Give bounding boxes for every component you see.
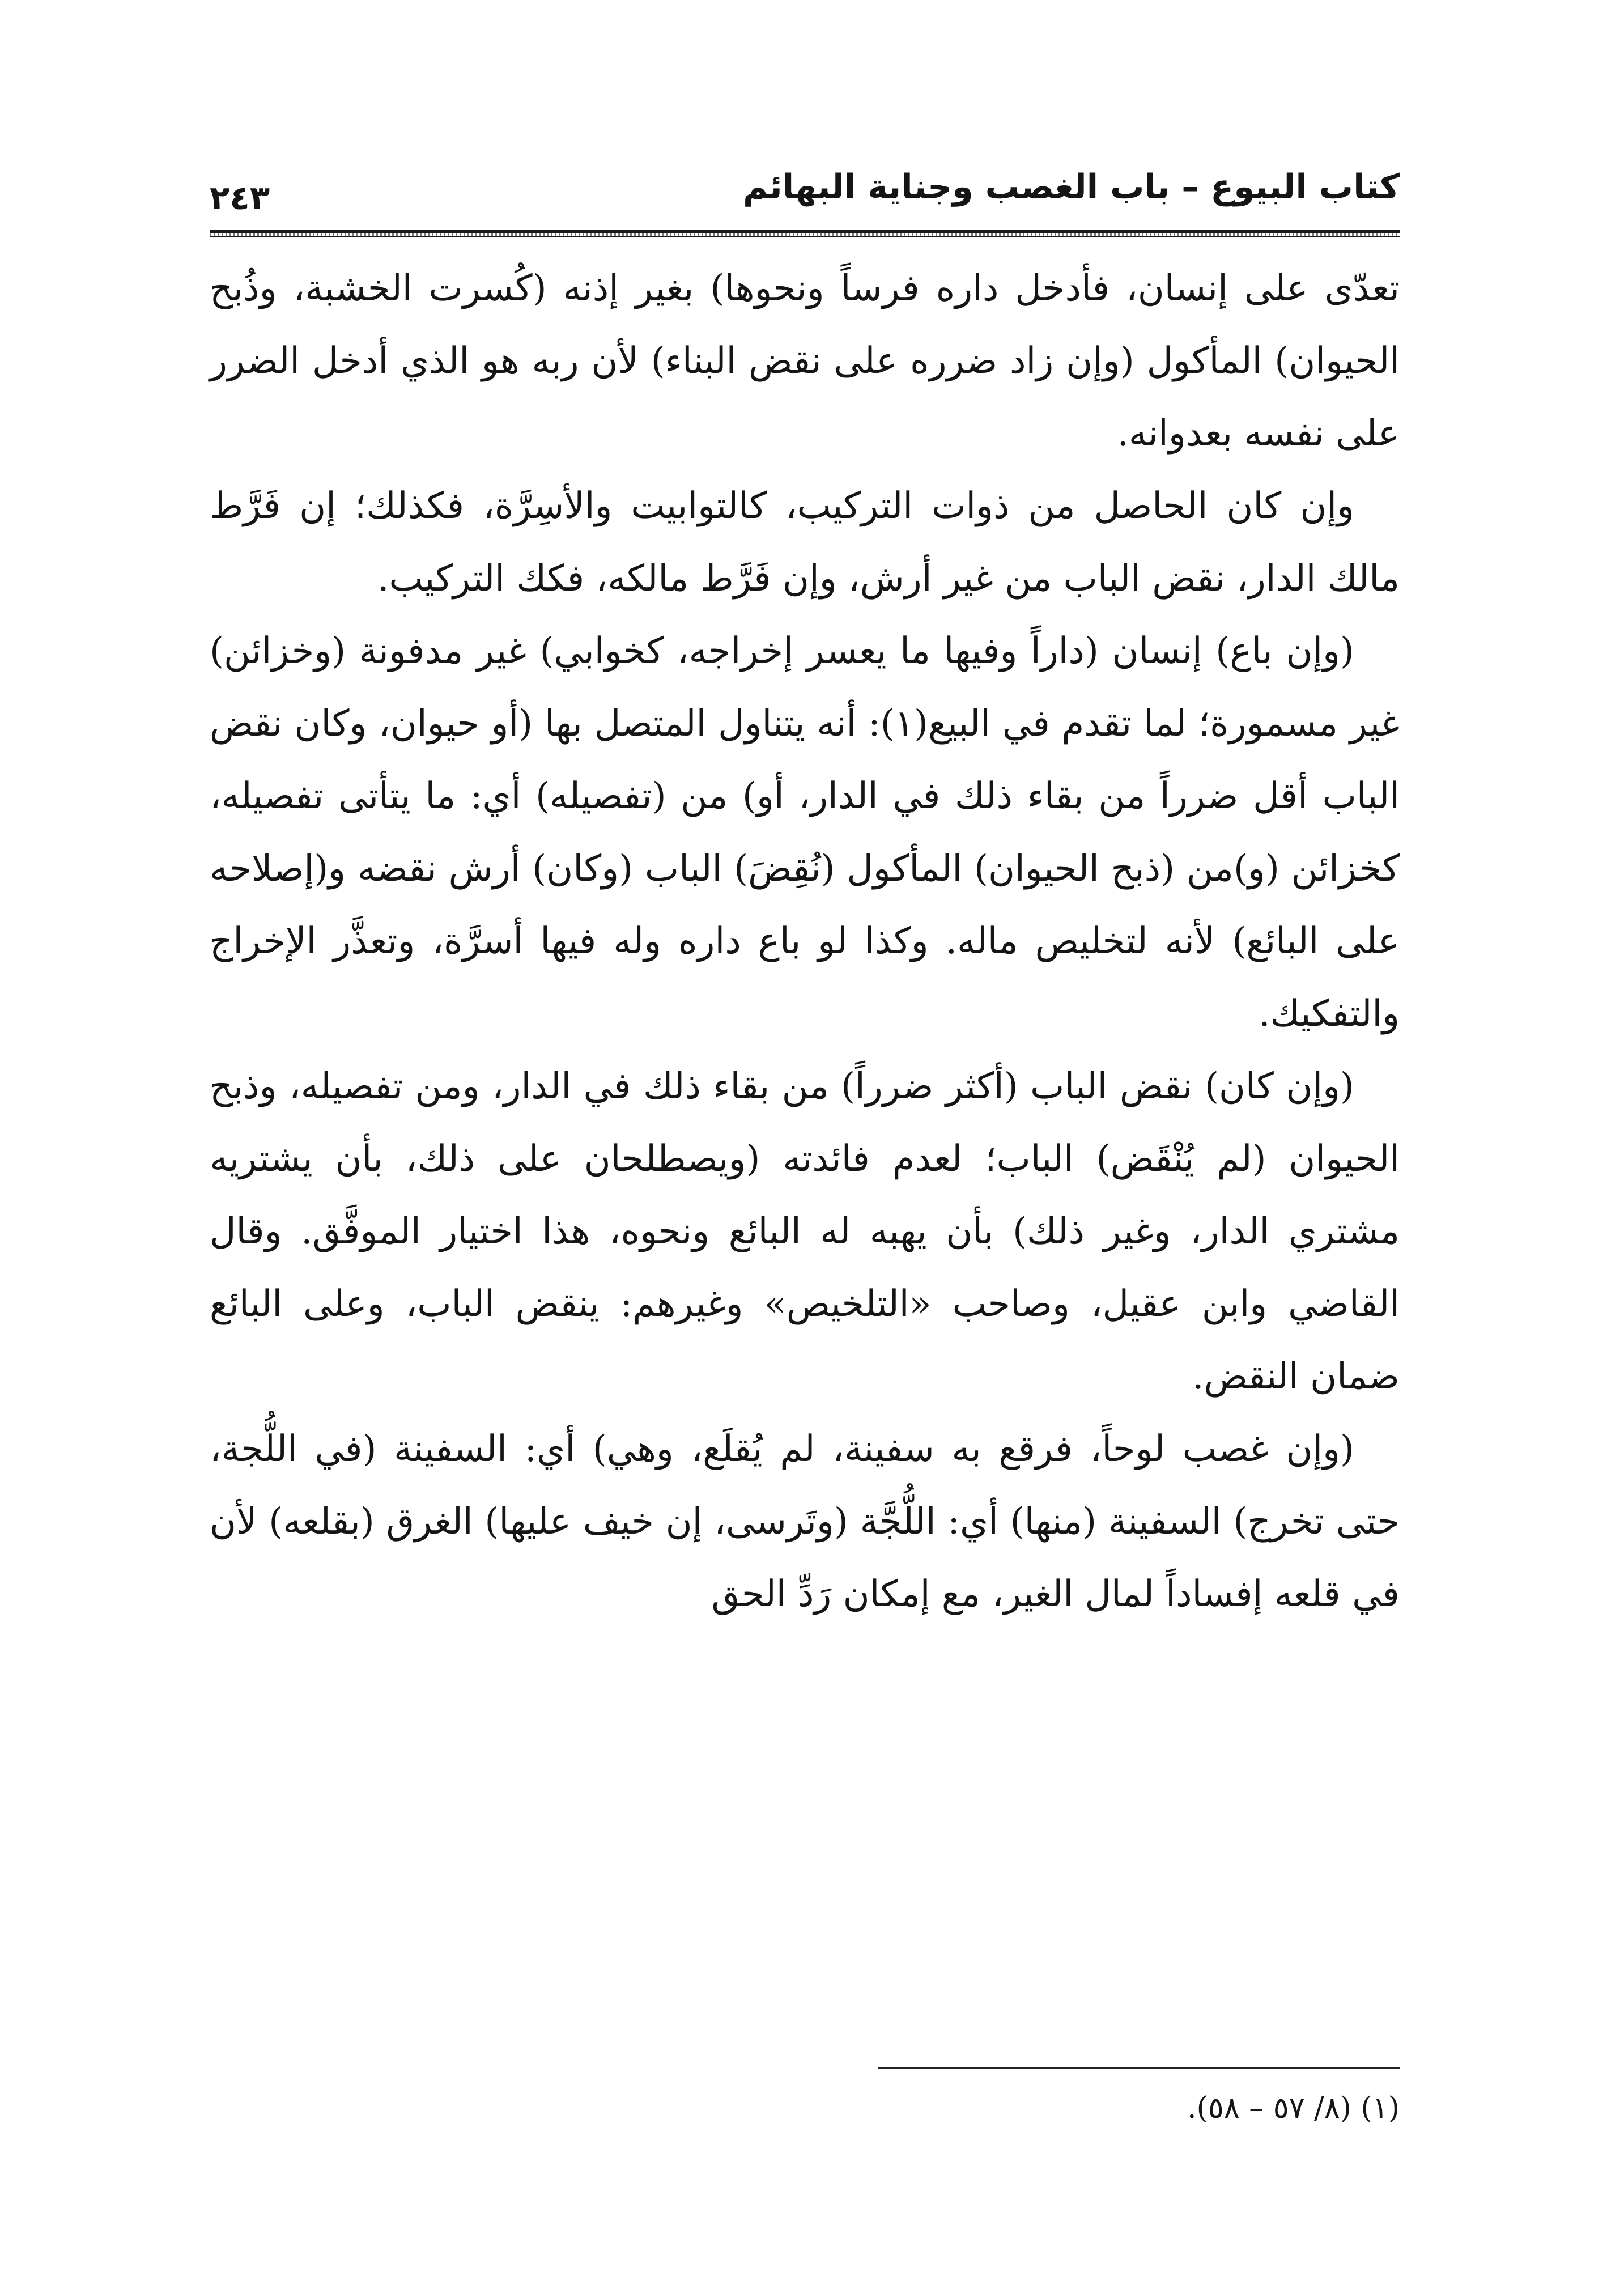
page-number: ٢٤٣ <box>210 179 270 217</box>
chapter-title: كتاب البيوع – باب الغصب وجناية البهائم <box>743 167 1400 207</box>
footnote-separator <box>878 2067 1400 2069</box>
paragraph: تعدّى على إنسان، فأدخل داره فرساً ونحوها) بغير إذنه (كُسرت الخشبة، وذُبح الحيوان) المأكول (وإن زاد ضرره على نقض البناء) لأن ربه هو الذي أدخل الضرر على نفسه بعدوانه. <box>210 267 1400 455</box>
header-rule <box>210 230 1400 237</box>
body-text <box>210 252 1400 1630</box>
paragraph: (وإن باع) إنسان (داراً وفيها ما يعسر إخراجه، كخوابي) غير مدفونة (وخزائن) غير مسمورة؛ لما تقدم في البيع(١): أنه يتناول المتصل بها (أو حيوان، وكان نقض الباب أقل ضرراً من بقاء ذلك في الدار، أو) من (تفصيله) أي: ما يتأتى تفصيله، كخزائن (و)من (ذبح الحيوان) المأكول (نُقِضَ) الباب (وكان) أرش نقضه و(إصلاحه على البائع) لأنه لتخليص ماله. وكذا لو باع داره وله فيها أسرَّة، وتعذَّر الإخراج والتفكيك. <box>210 630 1400 1035</box>
paragraph: (وإن غصب لوحاً، فرقع به سفينة، لم يُقلَع، وهي) أي: السفينة (في اللُّجة، حتى تخرج) السفينة (منها) أي: اللُّجَّة (وتَرسى، إن خيف عليها) الغرق (بقلعه) لأن في قلعه إفساداً لمال الغير، مع إمكان رَدِّ الحق <box>210 1428 1400 1615</box>
running-header <box>210 167 1400 230</box>
paragraph: (وإن كان) نقض الباب (أكثر ضرراً) من بقاء ذلك في الدار، ومن تفصيله، وذبح الحيوان (لم يُنْقَض) الباب؛ لعدم فائدته (ويصطلحان على ذلك، بأن يشتريه مشتري الدار، وغير ذلك) بأن يهبه له البائع ونحوه، هذا اختيار الموفَّق. وقال القاضي وابن عقيل، وصاحب «التلخيص» وغيرهم: ينقض الباب، وعلى البائع ضمان النقض. <box>210 1065 1400 1398</box>
footnote: (١) (٨/ ٥٧ – ٥٨). <box>1187 2091 1400 2125</box>
paragraph: وإن كان الحاصل من ذوات التركيب، كالتوابيت والأسِرَّة، فكذلك؛ إن فَرَّط مالك الدار، نقض الباب من غير أرش، وإن فَرَّط مالكه، فكك التركيب. <box>210 485 1400 600</box>
